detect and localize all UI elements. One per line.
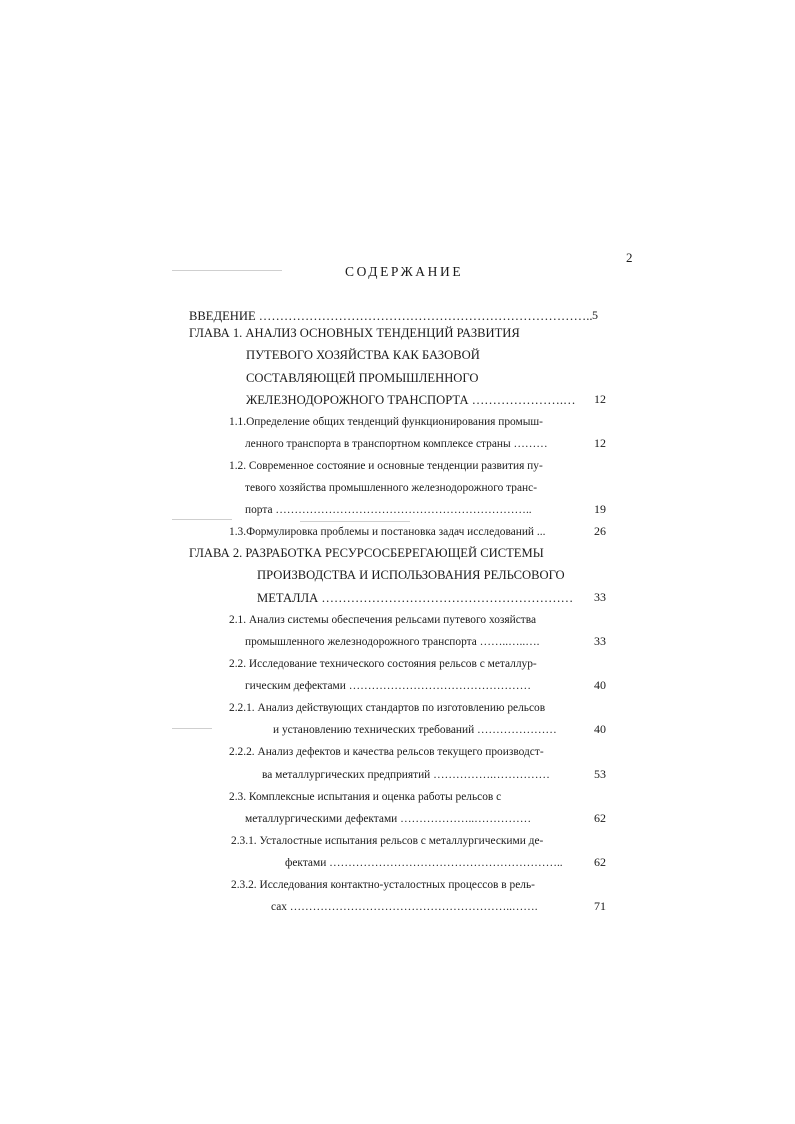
toc-page-number: 5 [592,308,598,322]
toc-section-entry: 2.3. Комплексные испытания и оценка работы рельсов с [229,791,502,803]
scan-artifact [172,519,232,520]
toc-section-entry: 1.1.Определение общих тенденций функционирования промыш- [229,416,543,428]
toc-section-entry: фектами …………………………………………………….. [285,857,563,869]
toc-section-entry: сах …………………………………………………..……. [271,901,538,913]
toc-chapter-heading: ПРОИЗВОДСТВА И ИСПОЛЬЗОВАНИЯ РЕЛЬСОВОГО [257,568,565,582]
page-number: 2 [626,250,633,265]
toc-page-number: 40 [594,722,606,736]
toc-section-entry: ва металлургических предприятий …………….…………… [262,769,550,781]
toc-page-number: 33 [594,590,606,604]
toc-page-number: 12 [594,436,606,450]
toc-section-entry: промышленного железнодорожного транспорта ……..…..…. [245,636,540,648]
toc-section-entry: 1.2. Современное состояние и основные тенденции развития пу- [229,460,543,472]
toc-section-entry: 2.3.2. Исследования контактно-усталостных процессов в рель- [231,879,535,891]
toc-section-entry: 2.1. Анализ системы обеспечения рельсами путевого хозяйства [229,614,537,626]
toc-chapter-heading: ГЛАВА 2. РАЗРАБОТКА РЕСУРСОСБЕРЕГАЮЩЕЙ СИСТЕМЫ [189,546,544,560]
toc-page-number: 62 [594,855,606,869]
toc-section-entry: 2.3.1. Усталостные испытания рельсов с металлургическими де- [231,835,544,847]
toc-section-entry: гическим дефектами ………………………………………… [245,680,531,692]
toc-section-entry: 2.2.1. Анализ действующих стандартов по изготовлению рельсов [229,702,546,714]
toc-chapter-heading: ЖЕЛЕЗНОДОРОЖНОГО ТРАНСПОРТА ………………….… [246,393,576,407]
toc-section-entry: порта ………………………………………………………….. [245,504,532,516]
toc-entry-intro [189,308,593,324]
toc-page-number: 62 [594,811,606,825]
page-title: СОДЕРЖАНИЕ [345,264,464,279]
toc-page-number: 40 [594,678,606,692]
toc-chapter-heading: СОСТАВЛЯЮЩЕЙ ПРОМЫШЛЕННОГО [246,371,479,385]
toc-page-number: 26 [594,524,606,538]
scan-artifact [172,270,282,271]
scan-artifact [172,728,212,729]
toc-section-entry: 1.3.Формулировка проблемы и постановка задач исследований ... [229,526,546,538]
toc-section-entry: 2.2. Исследование технического состояния рельсов с металлур- [229,658,537,670]
toc-entry-text: ВВЕДЕНИЕ …………………………………………………………………….. [189,309,593,323]
toc-section-entry: ленного транспорта в транспортном комплексе страны ……… [245,438,548,450]
toc-section-entry: тевого хозяйства промышленного железнодорожного транс- [245,482,537,494]
toc-section-entry: металлургическими дефектами ………………..…………… [245,813,532,825]
toc-chapter-heading: ГЛАВА 1. АНАЛИЗ ОСНОВНЫХ ТЕНДЕНЦИЙ РАЗВИТИЯ [189,326,520,340]
toc-page-number: 12 [594,392,606,406]
toc-page-number: 53 [594,767,606,781]
toc-section-entry: и установлению технических требований ………………… [273,724,557,736]
toc-page-number: 71 [594,899,606,913]
toc-chapter-heading: ПУТЕВОГО ХОЗЯЙСТВА КАК БАЗОВОЙ [246,348,480,362]
toc-page-number: 19 [594,502,606,516]
scan-artifact [300,521,410,522]
toc-section-entry: 2.2.2. Анализ дефектов и качества рельсов текущего производст- [229,746,544,758]
toc-page-number: 33 [594,634,606,648]
toc-chapter-heading: МЕТАЛЛА …………………………………………………… [257,591,574,605]
